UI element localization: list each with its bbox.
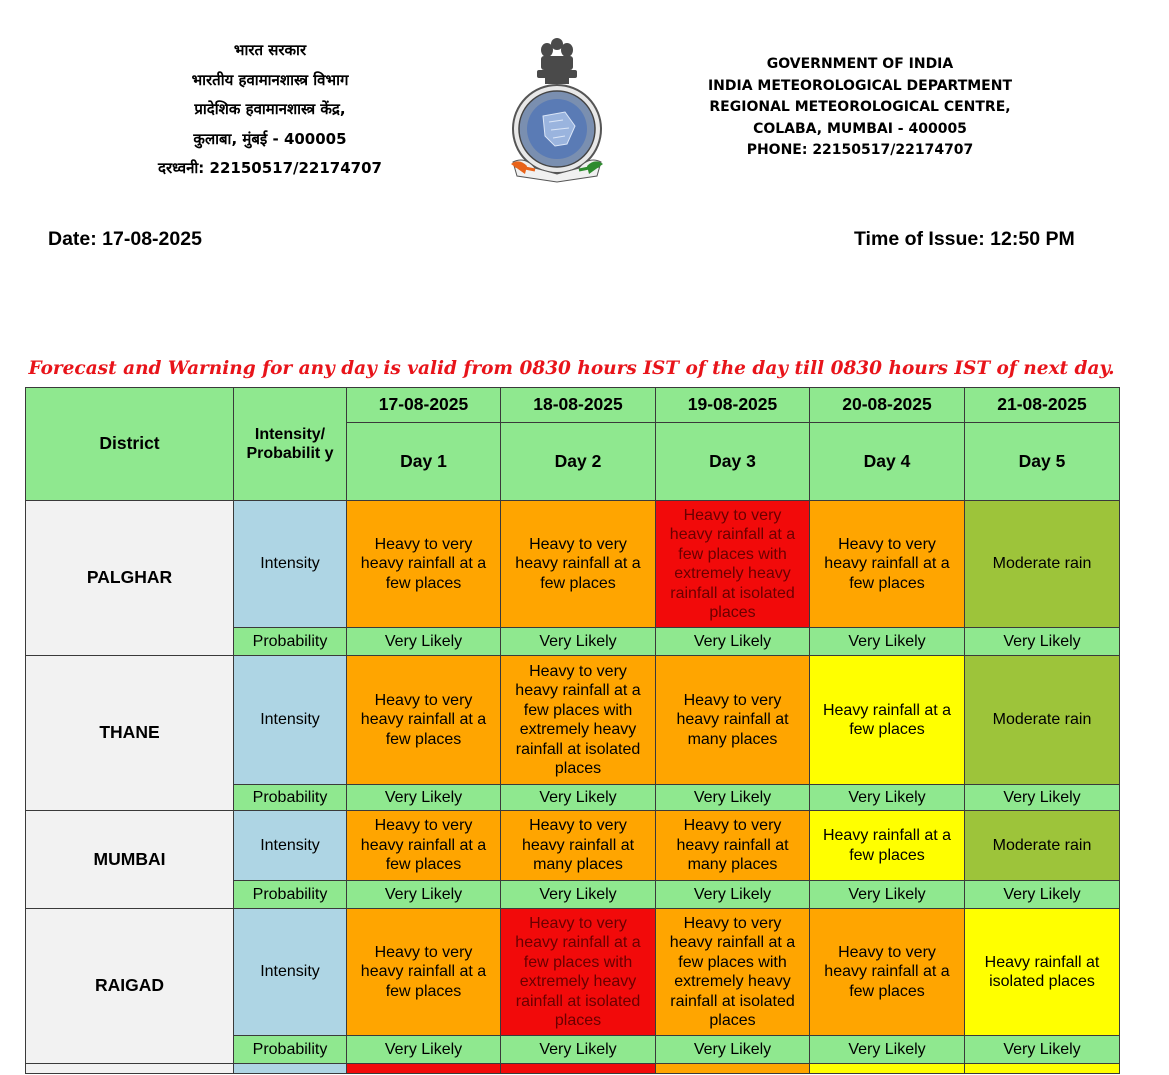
english-line: INDIA METEOROLOGICAL DEPARTMENT bbox=[707, 77, 1013, 94]
hindi-line: प्रादेशिक हवामानशास्त्र केंद्र, bbox=[194, 100, 346, 118]
intensity-cell: Heavy to very heavy rainfall at many places bbox=[656, 656, 810, 785]
intensity-label: Intensity bbox=[234, 909, 347, 1036]
intensity-cell: Heavy to very heavy rainfall at a few places bbox=[501, 501, 656, 628]
probability-cell: Very Likely bbox=[810, 1036, 965, 1064]
hindi-line: भारत सरकार bbox=[233, 41, 307, 59]
probability-cell: Very Likely bbox=[656, 881, 810, 909]
probability-cell: Very Likely bbox=[810, 881, 965, 909]
intensity-cell: Heavy to very heavy rainfall at a few places bbox=[347, 909, 501, 1036]
validity-note: Forecast and Warning for any day is valid from 0830 hours IST of the day till 0830 hours IST of next day. bbox=[28, 358, 1115, 379]
intensity-cell: Heavy to very heavy rainfall at many places bbox=[501, 811, 656, 881]
probability-label: Probability bbox=[234, 881, 347, 909]
district-name: MUMBAI bbox=[26, 811, 234, 909]
date-header: 17-08-2025 bbox=[347, 388, 501, 423]
hindi-line: दरध्वनी: 22150517/22174707 bbox=[158, 159, 382, 177]
hindi-line: कुलाबा, मुंबई - 400005 bbox=[193, 129, 347, 148]
intensity-cell: Heavy to very heavy rainfall at many places bbox=[656, 811, 810, 881]
intensity-cell: Moderate rain bbox=[965, 811, 1120, 881]
partial-cell bbox=[965, 1064, 1120, 1074]
day-header: Day 4 bbox=[810, 423, 965, 501]
intensity-cell: Heavy to very heavy rainfall at a few places bbox=[810, 501, 965, 628]
day-header: Day 5 bbox=[965, 423, 1120, 501]
district-intensity-row bbox=[26, 811, 1120, 881]
date-header: 21-08-2025 bbox=[965, 388, 1120, 423]
probability-cell: Very Likely bbox=[347, 1036, 501, 1064]
district-intensity-row bbox=[26, 501, 1120, 628]
intensity-cell: Heavy to very heavy rainfall at a few places with extremely heavy rainfall at isolated places bbox=[656, 909, 810, 1036]
district-name: THANE bbox=[26, 656, 234, 811]
partial-cell bbox=[26, 1064, 234, 1074]
probability-cell: Very Likely bbox=[347, 785, 501, 811]
probability-cell: Very Likely bbox=[347, 881, 501, 909]
partial-row bbox=[26, 1064, 1120, 1074]
probability-cell: Very Likely bbox=[656, 1036, 810, 1064]
english-line: GOVERNMENT OF INDIA bbox=[766, 56, 954, 72]
english-line: REGIONAL METEOROLOGICAL CENTRE, bbox=[709, 99, 1011, 115]
probability-cell: Very Likely bbox=[965, 881, 1120, 909]
intensity-cell: Heavy to very heavy rainfall at a few places bbox=[810, 909, 965, 1036]
probability-cell: Very Likely bbox=[501, 1036, 656, 1064]
intensity-probability-header: Intensity/ Probabilit y bbox=[234, 388, 347, 501]
intensity-cell: Moderate rain bbox=[965, 501, 1120, 628]
intensity-cell: Heavy to very heavy rainfall at a few places bbox=[347, 656, 501, 785]
district-name: PALGHAR bbox=[26, 501, 234, 656]
intensity-cell: Heavy rainfall at a few places bbox=[810, 656, 965, 785]
probability-cell: Very Likely bbox=[656, 628, 810, 656]
probability-cell: Very Likely bbox=[810, 785, 965, 811]
probability-cell: Very Likely bbox=[501, 881, 656, 909]
partial-cell bbox=[810, 1064, 965, 1074]
english-line: PHONE: 22150517/22174707 bbox=[746, 142, 974, 158]
forecast-table bbox=[25, 387, 1120, 1074]
day-header: Day 1 bbox=[347, 423, 501, 501]
issue-time: Time of Issue: 12:50 PM bbox=[854, 228, 1075, 250]
district-name: RAIGAD bbox=[26, 909, 234, 1064]
intensity-cell: Heavy to very heavy rainfall at a few places bbox=[347, 811, 501, 881]
probability-cell: Very Likely bbox=[501, 785, 656, 811]
district-intensity-row bbox=[26, 656, 1120, 785]
issue-date: Date: 17-08-2025 bbox=[48, 228, 202, 250]
probability-cell: Very Likely bbox=[656, 785, 810, 811]
district-header: District bbox=[26, 388, 234, 501]
partial-cell bbox=[347, 1064, 501, 1074]
intensity-cell: Heavy to very heavy rainfall at a few places with extremely heavy rainfall at isolated places bbox=[656, 501, 810, 628]
partial-cell bbox=[501, 1064, 656, 1074]
intensity-label: Intensity bbox=[234, 811, 347, 881]
intensity-cell: Heavy to very heavy rainfall at a few places bbox=[347, 501, 501, 628]
intensity-cell: Heavy rainfall at isolated places bbox=[965, 909, 1120, 1036]
probability-cell: Very Likely bbox=[965, 785, 1120, 811]
probability-cell: Very Likely bbox=[501, 628, 656, 656]
hindi-line: भारतीय हवामानशास्त्र विभाग bbox=[191, 70, 349, 89]
intensity-cell: Moderate rain bbox=[965, 656, 1120, 785]
district-intensity-row bbox=[26, 909, 1120, 1036]
intensity-label: Intensity bbox=[234, 501, 347, 628]
probability-label: Probability bbox=[234, 785, 347, 811]
english-line: COLABA, MUMBAI - 400005 bbox=[753, 120, 967, 137]
probability-cell: Very Likely bbox=[965, 1036, 1120, 1064]
probability-label: Probability bbox=[234, 1036, 347, 1064]
day-header: Day 3 bbox=[656, 423, 810, 501]
probability-cell: Very Likely bbox=[810, 628, 965, 656]
probability-label: Probability bbox=[234, 628, 347, 656]
intensity-label: Intensity bbox=[234, 656, 347, 785]
intensity-cell: Heavy rainfall at a few places bbox=[810, 811, 965, 881]
partial-cell bbox=[656, 1064, 810, 1074]
date-header: 20-08-2025 bbox=[810, 388, 965, 423]
date-header: 19-08-2025 bbox=[656, 388, 810, 423]
intensity-cell: Heavy to very heavy rainfall at a few places with extremely heavy rainfall at isolated places bbox=[501, 656, 656, 785]
imd-emblem-icon bbox=[505, 34, 610, 184]
date-header: 18-08-2025 bbox=[501, 388, 656, 423]
english-header bbox=[700, 54, 1020, 162]
probability-cell: Very Likely bbox=[965, 628, 1120, 656]
probability-cell: Very Likely bbox=[347, 628, 501, 656]
partial-cell bbox=[234, 1064, 347, 1074]
intensity-cell: Heavy to very heavy rainfall at a few places with extremely heavy rainfall at isolated places bbox=[501, 909, 656, 1036]
hindi-header bbox=[120, 36, 420, 184]
day-header: Day 2 bbox=[501, 423, 656, 501]
